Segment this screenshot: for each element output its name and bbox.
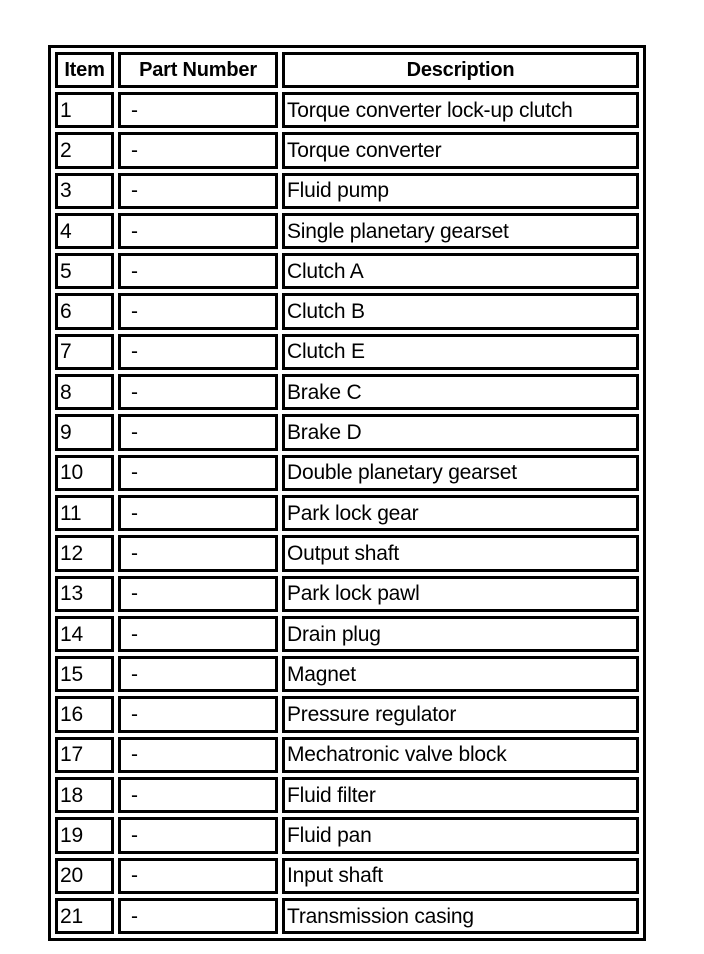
item-cell: 18 xyxy=(55,777,114,813)
column-header-item: Item xyxy=(55,52,114,88)
item-cell: 15 xyxy=(55,656,114,692)
table-row xyxy=(55,656,639,692)
table-row xyxy=(55,696,639,732)
part-number-cell: - xyxy=(118,92,278,128)
part-number-cell: - xyxy=(118,817,278,853)
item-cell: 6 xyxy=(55,293,114,329)
part-number-cell: - xyxy=(118,414,278,450)
table-row xyxy=(55,293,639,329)
part-number-cell: - xyxy=(118,616,278,652)
table-row xyxy=(55,535,639,571)
parts-table-frame xyxy=(48,45,646,941)
column-header-part-number: Part Number xyxy=(118,52,278,88)
part-number-cell: - xyxy=(118,696,278,732)
table-row xyxy=(55,455,639,491)
table-row xyxy=(55,898,639,934)
description-cell: Drain plug xyxy=(282,616,639,652)
description-cell: Park lock gear xyxy=(282,495,639,531)
parts-table xyxy=(51,48,643,938)
table-row xyxy=(55,374,639,410)
description-cell: Brake D xyxy=(282,414,639,450)
part-number-cell: - xyxy=(118,898,278,934)
part-number-cell: - xyxy=(118,495,278,531)
description-cell: Clutch A xyxy=(282,253,639,289)
item-cell: 8 xyxy=(55,374,114,410)
item-cell: 5 xyxy=(55,253,114,289)
table-row xyxy=(55,253,639,289)
item-cell: 11 xyxy=(55,495,114,531)
item-cell: 16 xyxy=(55,696,114,732)
table-row xyxy=(55,414,639,450)
table-row xyxy=(55,576,639,612)
part-number-cell: - xyxy=(118,253,278,289)
item-cell: 17 xyxy=(55,737,114,773)
item-cell: 21 xyxy=(55,898,114,934)
item-cell: 2 xyxy=(55,132,114,168)
description-cell: Park lock pawl xyxy=(282,576,639,612)
description-cell: Clutch E xyxy=(282,334,639,370)
item-cell: 12 xyxy=(55,535,114,571)
part-number-cell: - xyxy=(118,576,278,612)
description-cell: Transmission casing xyxy=(282,898,639,934)
column-header-description: Description xyxy=(282,52,639,88)
table-row xyxy=(55,495,639,531)
item-cell: 14 xyxy=(55,616,114,652)
table-row xyxy=(55,132,639,168)
description-cell: Input shaft xyxy=(282,858,639,894)
description-cell: Torque converter xyxy=(282,132,639,168)
table-row xyxy=(55,213,639,249)
part-number-cell: - xyxy=(118,737,278,773)
part-number-cell: - xyxy=(118,173,278,209)
item-cell: 4 xyxy=(55,213,114,249)
description-cell: Pressure regulator xyxy=(282,696,639,732)
table-row xyxy=(55,777,639,813)
description-cell: Fluid filter xyxy=(282,777,639,813)
part-number-cell: - xyxy=(118,656,278,692)
part-number-cell: - xyxy=(118,334,278,370)
part-number-cell: - xyxy=(118,535,278,571)
part-number-cell: - xyxy=(118,858,278,894)
table-row xyxy=(55,173,639,209)
table-row xyxy=(55,737,639,773)
item-cell: 1 xyxy=(55,92,114,128)
table-row xyxy=(55,616,639,652)
item-cell: 19 xyxy=(55,817,114,853)
part-number-cell: - xyxy=(118,213,278,249)
table-row xyxy=(55,817,639,853)
item-cell: 3 xyxy=(55,173,114,209)
item-cell: 10 xyxy=(55,455,114,491)
item-cell: 9 xyxy=(55,414,114,450)
table-header-row xyxy=(55,52,639,88)
table-row xyxy=(55,334,639,370)
item-cell: 13 xyxy=(55,576,114,612)
part-number-cell: - xyxy=(118,293,278,329)
part-number-cell: - xyxy=(118,374,278,410)
item-cell: 7 xyxy=(55,334,114,370)
description-cell: Double planetary gearset xyxy=(282,455,639,491)
description-cell: Magnet xyxy=(282,656,639,692)
table-row xyxy=(55,858,639,894)
description-cell: Torque converter lock-up clutch xyxy=(282,92,639,128)
part-number-cell: - xyxy=(118,455,278,491)
table-row xyxy=(55,92,639,128)
item-cell: 20 xyxy=(55,858,114,894)
description-cell: Mechatronic valve block xyxy=(282,737,639,773)
part-number-cell: - xyxy=(118,777,278,813)
description-cell: Single planetary gearset xyxy=(282,213,639,249)
description-cell: Fluid pump xyxy=(282,173,639,209)
description-cell: Output shaft xyxy=(282,535,639,571)
part-number-cell: - xyxy=(118,132,278,168)
description-cell: Fluid pan xyxy=(282,817,639,853)
table-body xyxy=(55,92,639,934)
description-cell: Brake C xyxy=(282,374,639,410)
description-cell: Clutch B xyxy=(282,293,639,329)
